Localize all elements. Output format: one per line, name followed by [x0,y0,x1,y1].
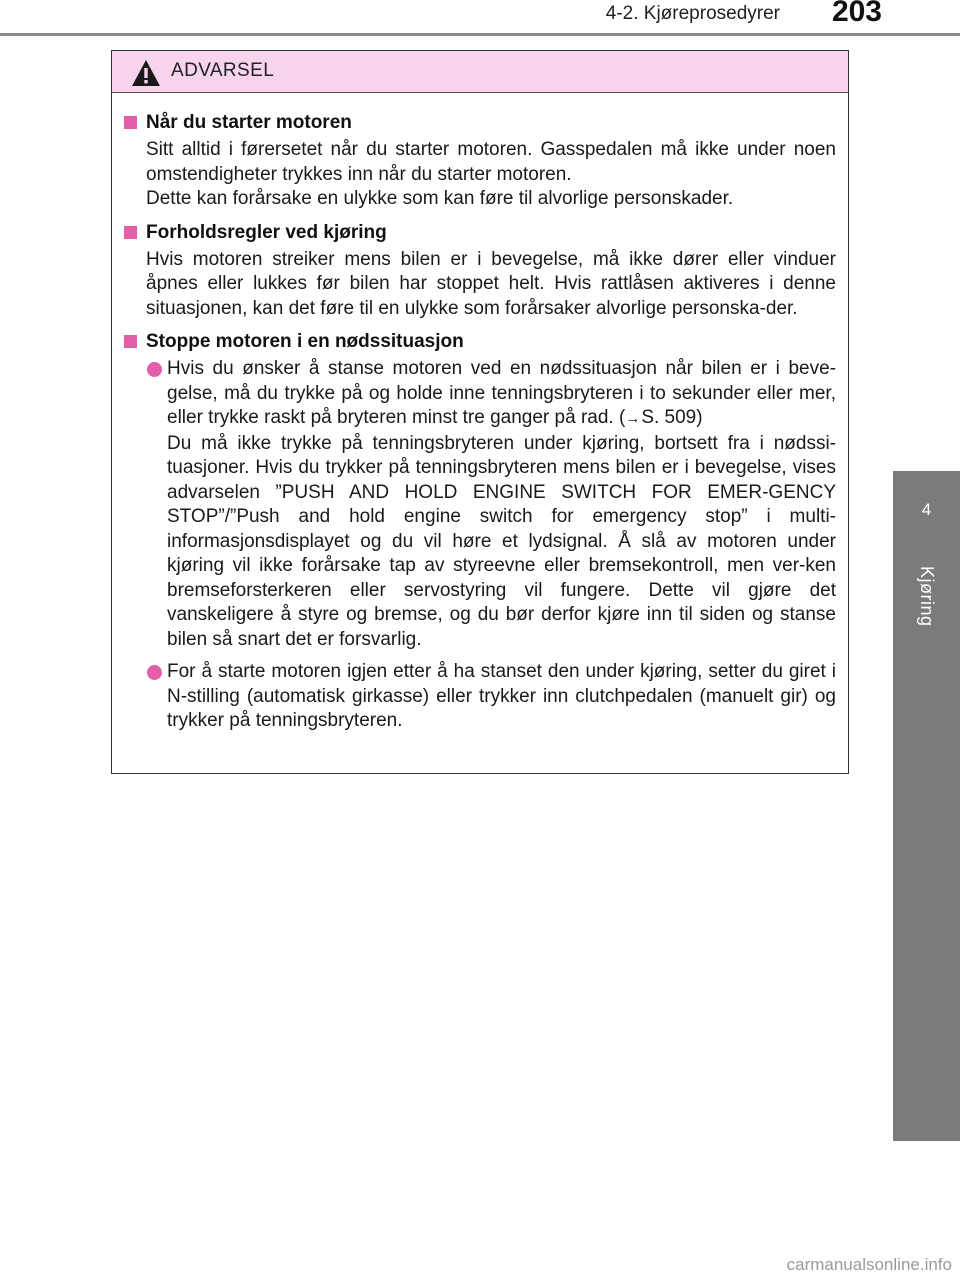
page-number: 203 [831,0,882,28]
square-bullet-icon [124,116,137,129]
section-heading: Forholdsregler ved kjøring [122,219,836,246]
paragraph: Dette kan forårsake en ulykke som kan føre til alvorlige personskader. [146,188,734,209]
section-starting-engine [122,109,836,212]
header-divider [0,33,960,36]
warning-body [112,93,848,734]
square-bullet-icon [124,226,137,239]
page-header [0,0,960,40]
chapter-label-text: Kjøring [917,566,937,627]
circle-bullet-icon [147,362,162,377]
circle-bullet-icon [147,665,162,680]
section-title: 4-2. Kjøreprosedyrer [605,3,780,24]
warning-header [112,51,848,93]
list-item: Hvis du ønsker å stanse motoren ved en nødssituasjon når bilen er i beve-gelse, må du trykke på og holde inne tenningsbryteren i to sekunder eller mer, eller trykke raskt på bryteren minst tre ganger på rad. (→S. 509) Du må ikke trykke på tenningsbryteren under kjøring, bortsett fra i nødssi-tuasjoner. Hvis du trykker på tenningsbryteren mens bilen er i bevegelse, vises advarselen ”PUSH AND HOLD ENGINE SWITCH FOR EMER-GENCY STOP”/”Push and hold engine switch for emergency stop” i multi-informasjonsdisplayet og du vil høre et lydsignal. Å slå av motoren under kjøring vil ikke forårsake tap av styreevne eller bremsekontroll, men ver-ken bremseforsterkeren eller servostyring vil fungere. Dette vil gjøre det vanskeligere å styre og bremse, og du bør derfor kjøre inn til siden og stanse bilen så snart det er forsvarlig. [122,357,836,652]
watermark: carmanualsonline.info [786,1255,952,1274]
chapter-tab-label [893,566,960,646]
chapter-tab-number: 4 [893,471,960,548]
paragraph: Hvis motoren streiker mens bilen er i bevegelse, må ikke dører eller vinduer åpnes eller lukkes før bilen har stoppet helt. Hvis rattlåsen aktiveres i denne situasjonen, kan det føre til en ulykke som forårsaker alvorlige personska-der. [146,248,836,319]
square-bullet-icon [124,335,137,348]
page-reference-link[interactable]: S. 509) [641,407,703,428]
warning-triangle-icon [131,59,161,87]
section-heading: Når du starter motoren [122,109,836,136]
list-item: For å starte motoren igjen etter å ha stanset den under kjøring, setter du giret i N-stilling (automatisk girkasse) eller trykker inn clutchpedalen (manuelt gir) og trykker på tenningsbryteren. [122,660,836,734]
arrow-right-icon: → [625,410,641,427]
section-emergency-stop [122,328,836,734]
section-driving-precautions [122,219,836,322]
warning-box [111,50,849,774]
warning-title: ADVARSEL [171,60,275,81]
section-heading: Stoppe motoren i en nødssituasjon [122,328,836,355]
paragraph: Sitt alltid i førersetet når du starter motoren. Gasspedalen må ikke under noen omstendigheter trykkes inn når du starter motoren. [146,139,836,185]
